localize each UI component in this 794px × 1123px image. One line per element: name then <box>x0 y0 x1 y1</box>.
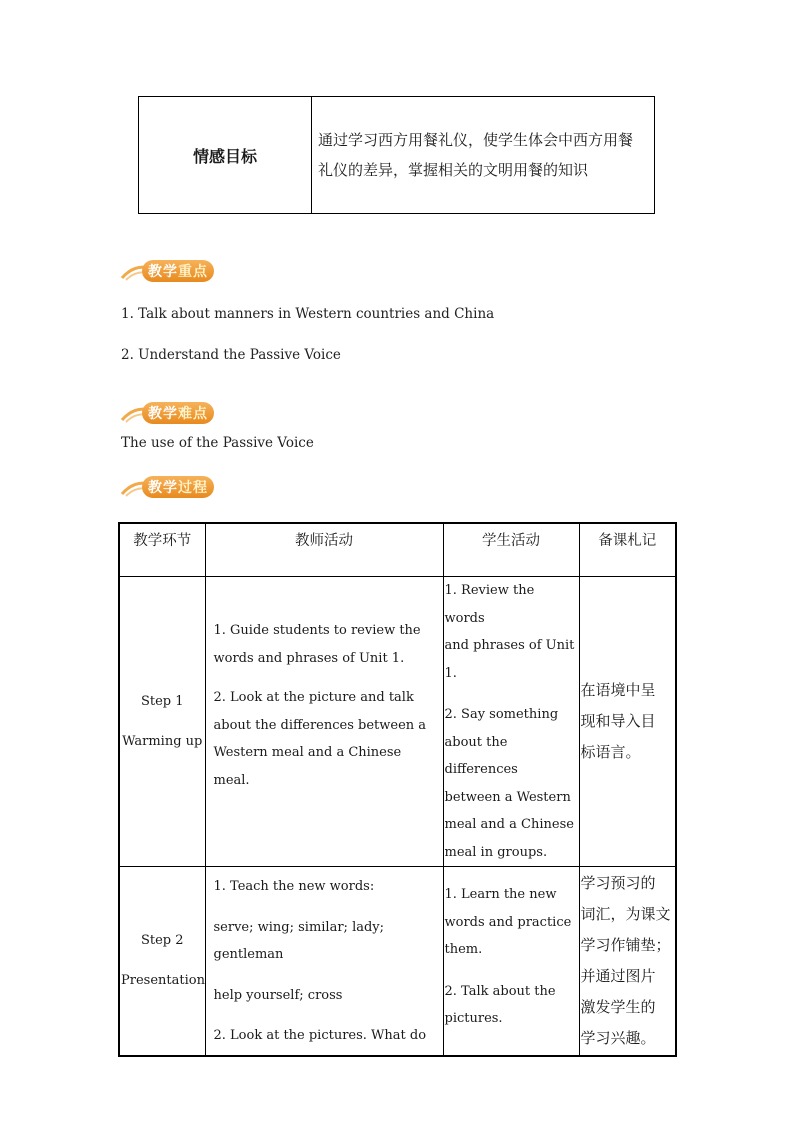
step-title: Presentation <box>121 973 205 988</box>
key-point-1: 1. Talk about manners in Western countries and China <box>121 306 495 322</box>
notes-cell <box>579 867 676 1057</box>
section-title-part1: 教学 <box>148 264 178 280</box>
step-number: Step 2 <box>140 933 184 948</box>
section-title-part1: 教学 <box>148 480 178 496</box>
student-line: 2. Talk about the <box>444 983 556 999</box>
section-process <box>120 474 214 500</box>
difficulty-text: The use of the Passive Voice <box>121 435 314 451</box>
section-pill <box>142 402 214 424</box>
goal-text-line: 礼仪的差异，掌握相关的文明用餐的知识 <box>318 161 589 179</box>
goal-text <box>312 97 655 214</box>
teacher-line: 2. Look at the pictures. What do <box>213 1028 427 1043</box>
header-teacher: 教师活动 <box>205 523 443 577</box>
notes-line: 现和导入目 <box>580 712 656 730</box>
student-line: 1. <box>444 665 457 681</box>
student-line: words and practice <box>444 914 572 930</box>
section-key-points <box>120 258 214 284</box>
header-notes: 备课札记 <box>579 523 676 577</box>
step-cell <box>119 867 205 1057</box>
table-row <box>119 867 676 1057</box>
student-line: and phrases of Unit <box>444 638 575 653</box>
student-line: 2. Say something <box>444 707 559 722</box>
step-title: Warming up <box>122 733 203 749</box>
section-difficulties <box>120 400 214 426</box>
teacher-line: serve; wing; similar; lady; <box>213 919 385 935</box>
student-line: 1. Learn the new <box>444 887 557 902</box>
teacher-line: 1. Guide students to review the <box>213 623 421 638</box>
notes-line: 学习兴趣。 <box>580 1029 656 1047</box>
notes-line: 并通过图片 <box>580 967 656 985</box>
notes-line: 在语境中呈 <box>580 681 656 699</box>
student-line: meal and a Chinese <box>444 817 574 832</box>
notes-line: 激发学生的 <box>580 998 656 1016</box>
process-table <box>118 522 677 1057</box>
teacher-line: about the differences between a <box>213 717 427 733</box>
section-title-part2: 过程 <box>178 480 208 496</box>
section-title-part1: 教学 <box>148 406 178 422</box>
student-line: about the differences <box>444 734 518 777</box>
step-cell <box>119 577 205 867</box>
notes-cell <box>579 577 676 867</box>
table-row <box>119 577 676 867</box>
goal-text-line: 通过学习西方用餐礼仪，使学生体会中西方用餐 <box>318 131 634 149</box>
student-line: between a Western <box>444 789 571 805</box>
student-line: them. <box>444 942 483 957</box>
teacher-line: 1. Teach the new words: <box>213 879 375 894</box>
header-step: 教学环节 <box>119 523 205 577</box>
goal-label: 情感目标 <box>139 97 312 214</box>
key-point-2: 2. Understand the Passive Voice <box>121 347 341 363</box>
teacher-cell <box>205 867 443 1057</box>
section-pill <box>142 476 214 498</box>
teacher-line: help yourself; cross <box>213 987 343 1003</box>
header-student: 学生活动 <box>443 523 579 577</box>
teacher-line: words and phrases of Unit 1. <box>213 650 405 666</box>
student-line: meal in groups. <box>444 844 548 860</box>
teacher-line: Western meal and a Chinese meal. <box>213 745 402 788</box>
notes-line: 学习作铺垫； <box>580 936 671 954</box>
teacher-line: gentleman <box>213 947 284 962</box>
step-number: Step 1 <box>140 693 184 709</box>
teacher-line: 2. Look at the picture and talk <box>213 690 414 705</box>
notes-line: 标语言。 <box>580 743 641 761</box>
teacher-cell <box>205 577 443 867</box>
notes-line: 词汇，为课文 <box>580 905 671 923</box>
section-title-part2: 重点 <box>178 264 208 280</box>
notes-line: 学习预习的 <box>580 874 656 892</box>
student-cell <box>443 577 579 867</box>
table-header-row <box>119 523 676 577</box>
student-line: 1. Review the words <box>444 583 535 626</box>
section-title-part2: 难点 <box>178 406 208 422</box>
section-pill <box>142 260 214 282</box>
student-cell <box>443 867 579 1057</box>
student-line: pictures. <box>444 1011 503 1026</box>
goal-table <box>138 96 655 214</box>
